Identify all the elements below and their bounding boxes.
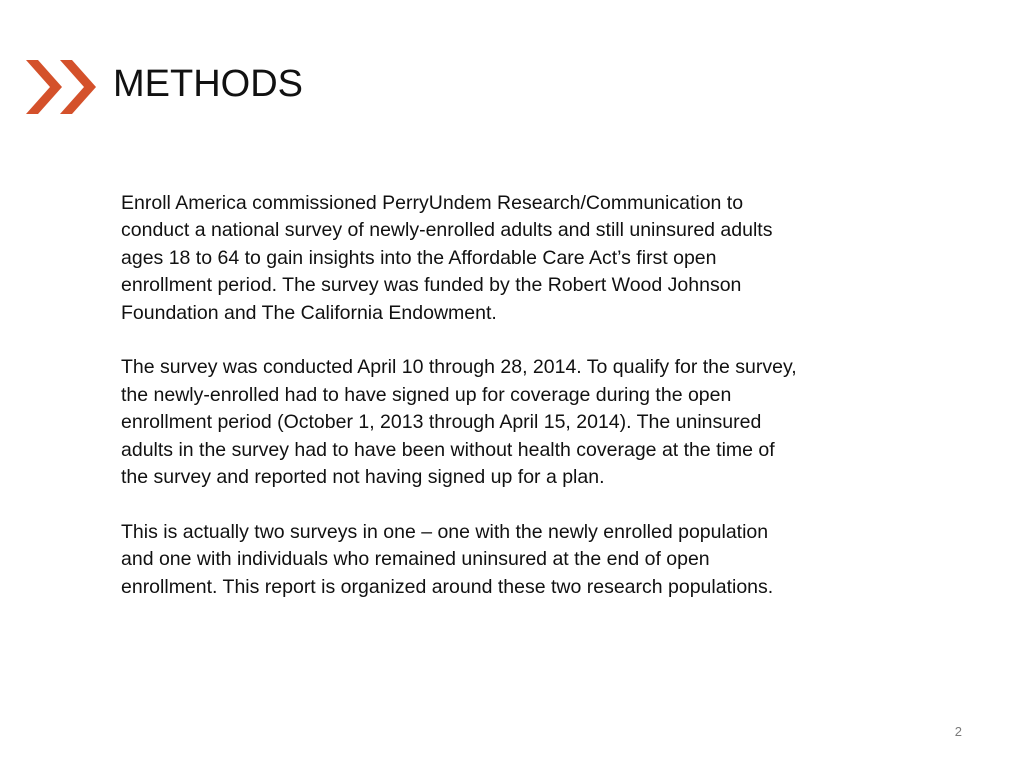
slide-title: METHODS bbox=[113, 63, 303, 105]
logo-chevron-right bbox=[60, 60, 96, 114]
body-paragraph-3: This is actually two surveys in one – one with the newly enrolled population and one with individuals who remained uninsured at the end of open enrollment. This report is organized around these two research populations. bbox=[121, 520, 774, 598]
body-paragraph-2: The survey was conducted April 10 through 28, 2014. To qualify for the survey, the newly-enrolled had to have signed up for coverage during the open enrollment period (October 1, 2013 through April 15, 2014). The uninsured adults in the survey had to have been without health coverage at the time of the survey and reported not having signed up for a plan. bbox=[121, 356, 797, 489]
logo-chevrons bbox=[26, 60, 98, 114]
logo-chevron-left bbox=[26, 60, 62, 114]
body-paragraph-1: Enroll America commissioned PerryUndem Research/Communication to conduct a national survey of newly-enrolled adults and still uninsured adults ages 18 to 64 to gain insights into the Affordable Care Act’s first open enrollment period. The survey was funded by the Robert Wood Johnson Foundation and The California Endowment. bbox=[121, 192, 773, 324]
page-number: 2 bbox=[954, 724, 962, 739]
double-chevron-right-icon bbox=[26, 60, 98, 114]
slide-body bbox=[121, 190, 921, 628]
